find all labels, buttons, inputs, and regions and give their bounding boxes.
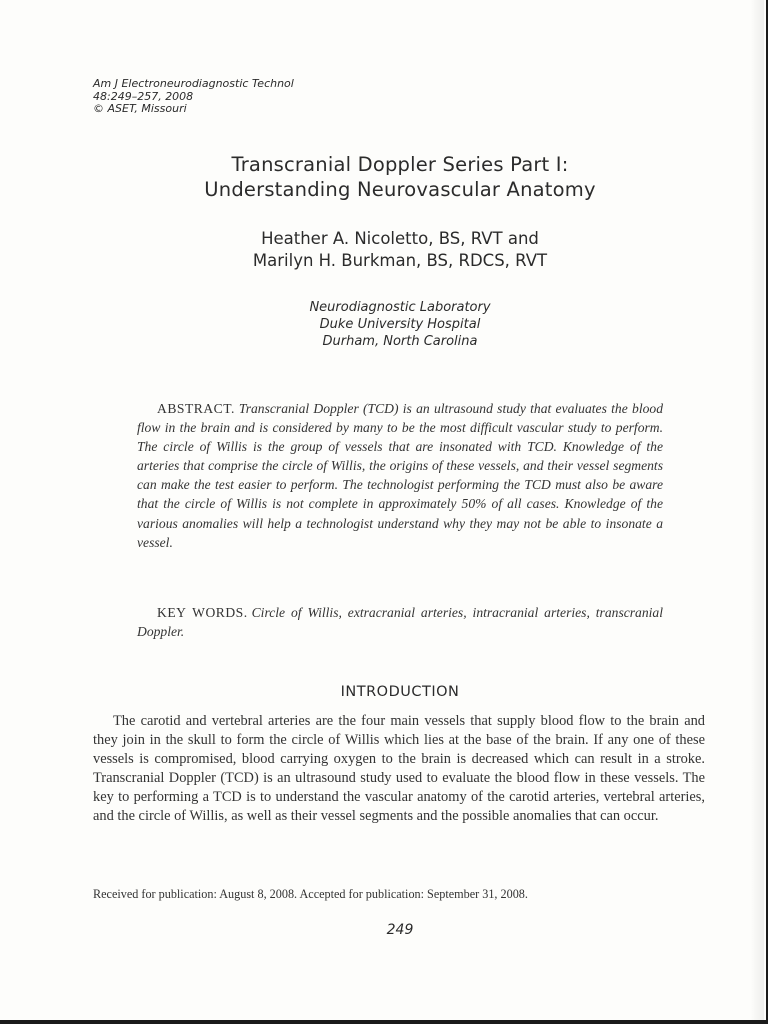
journal-volume: 48:249–257, 2008 (93, 89, 194, 103)
affiliation-location: Durham, North Carolina (322, 334, 478, 349)
page-number: 249 (386, 922, 414, 938)
title-line-2: Understanding Neurovascular Anatomy (204, 178, 596, 201)
abstract-text: Transcranial Doppler (TCD) is an ultrasound study that evaluates the blood flow in the brain and is considered by many to be the most difficult vascular study to perform. The circle of Willis is the group of vessels that are insonated with TCD. Knowledge of the arteries that comprise the circle of Willis, the origins of these vessels, and their vessel segments can make the test easier to perform. The technologist performing the TCD must also be aware that the circle of Willis is not complete in approximately 50% of all cases. Knowledge of the various anomalies will help a technologist understand why they may not be able to insonate a vessel. (137, 401, 663, 550)
abstract-paragraph (137, 399, 663, 552)
author-line-2: Marilyn H. Burkman, BS, RDCS, RVT (252, 250, 548, 270)
author-line-1: Heather A. Nicoletto, BS, RVT and (261, 229, 539, 248)
affiliation-hospital: Duke University Hospital (319, 317, 481, 332)
received-note: Received for publication: August 8, 2008. Accepted for publication: September 31, 2008. (93, 887, 528, 901)
article-authors (0, 228, 768, 271)
keywords-text: Circle of Willis, extracranial arteries, intracranial arteries, transcranial Doppler. (137, 605, 664, 640)
introduction-paragraph: The carotid and vertebral arteries are the four main vessels that supply blood flow to the brain and they join in the skull to form the circle of Willis which lies at the base of the brain. If any one of these vessels is compromised, blood carrying oxygen to the brain is decreased which can result in a stroke. Transcranial Doppler (TCD) is an ultrasound study used to evaluate the blood flow in these vessels. The key to performing a TCD is to understand the vascular anatomy of the carotid arteries, vertebral arteries, and the circle of Willis, as well as their vessel segments and the possible anomalies that can occur. (93, 713, 705, 824)
keywords-label: KEY WORDS. (157, 605, 248, 620)
keywords-paragraph (137, 603, 663, 641)
article-title (0, 152, 768, 202)
author-affiliation (0, 299, 768, 350)
abstract-label: ABSTRACT. (157, 401, 235, 416)
scan-bottom-edge (0, 1020, 768, 1024)
journal-copyright: © ASET, Missouri (93, 102, 187, 115)
journal-name: Am J Electroneurodiagnostic Technol (93, 77, 294, 90)
introduction-heading: INTRODUCTION (340, 684, 460, 700)
affiliation-lab: Neurodiagnostic Laboratory (309, 300, 491, 315)
journal-citation (93, 78, 294, 116)
title-line-1: Transcranial Doppler Series Part I: (231, 153, 569, 176)
